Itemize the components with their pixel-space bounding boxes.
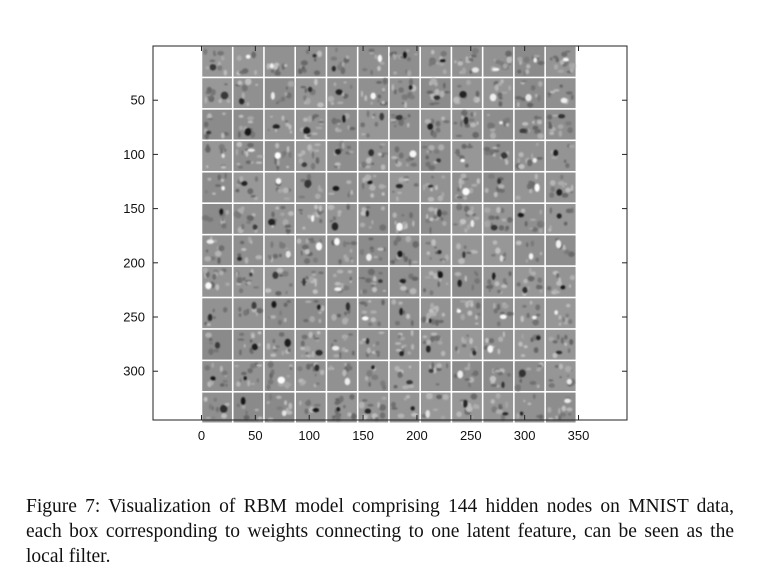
filter-tile <box>358 204 388 234</box>
filter-tile <box>390 267 420 297</box>
filter-tile <box>327 204 357 234</box>
filter-tile <box>296 204 326 234</box>
filter-tile <box>452 267 482 297</box>
tiles-layer <box>201 46 576 423</box>
filter-tile <box>327 141 357 171</box>
filter-tile <box>546 235 576 265</box>
filter-tile <box>234 235 264 265</box>
filter-tile <box>296 361 326 391</box>
filter-tile <box>546 267 576 297</box>
filter-tile <box>515 330 545 360</box>
filter-tile <box>202 330 232 360</box>
filter-tile <box>546 298 576 328</box>
filter-tile <box>390 330 420 360</box>
filter-tile <box>421 330 451 360</box>
filter-tile <box>327 173 357 203</box>
filter-tile <box>234 393 264 423</box>
x-tick-label: 50 <box>248 428 263 443</box>
filter-tile <box>452 204 482 234</box>
filter-tile <box>265 204 295 234</box>
filter-tile <box>483 235 513 265</box>
filter-tile <box>390 361 420 391</box>
filter-tile <box>421 267 451 297</box>
filter-tile <box>327 110 357 140</box>
filter-tile <box>327 298 357 328</box>
figure-caption: Figure 7: Visualization of RBM model comprising 144 hidden nodes on MNIST data, each box corresponding to weights connecting to one latent feature, can be seen as the local filter. <box>26 496 734 567</box>
filter-tile <box>483 78 513 108</box>
filter-tile <box>296 47 326 77</box>
filter-tile <box>390 141 420 171</box>
filter-tile <box>265 361 295 391</box>
filter-tile <box>452 330 482 360</box>
filter-tile <box>515 267 545 297</box>
filter-tile <box>452 173 482 203</box>
filter-tile <box>421 78 451 108</box>
filter-tile <box>265 235 295 265</box>
filter-tile <box>483 361 513 391</box>
filter-tile <box>515 235 545 265</box>
x-tick-label: 100 <box>298 428 321 443</box>
filter-tile <box>265 330 295 360</box>
filter-tile <box>296 330 326 360</box>
filter-tile <box>390 173 420 203</box>
filter-tile <box>202 47 232 77</box>
filter-tile <box>358 361 388 391</box>
filter-tile <box>421 235 451 265</box>
filter-tile <box>358 110 388 140</box>
x-tick-label: 350 <box>567 428 590 443</box>
filter-tile <box>515 204 545 234</box>
filter-tile <box>483 204 513 234</box>
filter-tile <box>452 298 482 328</box>
filter-tile <box>483 141 513 171</box>
filter-tile <box>234 361 264 391</box>
filter-tile <box>234 204 264 234</box>
x-tick-label: 150 <box>352 428 374 443</box>
filter-tile <box>483 173 513 203</box>
filter-tile <box>515 47 545 77</box>
filter-tile <box>515 173 545 203</box>
filter-tile <box>452 78 482 108</box>
filter-tile <box>296 267 326 297</box>
filter-tile <box>358 173 388 203</box>
filter-tile <box>452 110 482 140</box>
filter-tile <box>265 78 295 108</box>
filter-tile <box>234 173 264 203</box>
filter-tile <box>389 110 419 140</box>
filter-tile <box>483 330 513 360</box>
filter-tile <box>327 235 357 265</box>
filter-tile <box>202 267 232 297</box>
filter-tile <box>390 393 420 423</box>
filter-tile <box>546 330 576 360</box>
filter-tile <box>265 47 295 77</box>
filter-tile <box>546 361 576 391</box>
filter-tile <box>234 330 264 360</box>
filter-tile <box>358 47 388 77</box>
filter-tile <box>452 141 482 171</box>
filter-tile <box>452 393 482 423</box>
filter-tile <box>358 298 388 328</box>
filter-tile <box>358 235 388 265</box>
y-tick-label: 50 <box>130 92 145 108</box>
filter-tile <box>234 298 264 328</box>
filter-tile <box>202 173 232 203</box>
filter-tile <box>452 361 482 391</box>
filter-tile <box>546 393 576 423</box>
x-tick-label: 200 <box>406 428 428 443</box>
filter-tile <box>265 141 295 171</box>
filter-tile <box>296 298 326 328</box>
filter-tile <box>546 47 576 77</box>
filter-tile <box>265 267 295 297</box>
y-tick-label: 150 <box>123 201 145 217</box>
filter-tile <box>358 141 388 171</box>
filter-tile <box>515 393 545 423</box>
filter-tile <box>234 141 264 171</box>
x-tick-label: 0 <box>197 428 206 443</box>
filter-tile <box>234 78 264 108</box>
filter-tile <box>515 361 545 391</box>
filter-tile <box>515 141 545 171</box>
filter-tile <box>421 298 451 328</box>
x-tick-label: 250 <box>459 428 482 443</box>
filter-tile <box>327 393 357 423</box>
filter-tile <box>452 47 482 77</box>
filter-tile <box>515 110 545 140</box>
filter-tile <box>327 361 357 391</box>
filter-tile <box>483 110 513 140</box>
filter-tile <box>421 141 451 171</box>
filter-tile <box>202 204 232 234</box>
filter-tile <box>265 393 295 423</box>
filter-tile <box>358 330 388 360</box>
filter-tile <box>546 141 576 171</box>
filter-tile <box>358 78 388 108</box>
filter-tile <box>327 47 357 77</box>
x-tick-label: 300 <box>513 428 536 443</box>
filter-tile <box>515 298 545 328</box>
filter-tile <box>390 78 420 108</box>
y-tick-label: 100 <box>123 146 145 162</box>
filter-tile <box>421 173 451 203</box>
filter-tile <box>296 235 326 265</box>
filter-tile <box>202 361 232 391</box>
filter-tile <box>202 393 232 423</box>
filter-tile <box>327 330 357 360</box>
filter-tile <box>452 235 482 265</box>
filter-tile <box>202 78 232 108</box>
filter-tile <box>390 298 420 328</box>
filter-tile <box>421 393 451 423</box>
filter-tile <box>483 47 513 77</box>
filter-tile <box>483 298 513 328</box>
filter-tile <box>358 267 388 297</box>
filter-tile <box>265 173 295 203</box>
filter-tile <box>265 110 295 140</box>
filter-tile <box>296 110 326 140</box>
filter-tile <box>546 204 576 234</box>
filter-tile <box>234 47 264 77</box>
filter-tile <box>296 393 326 423</box>
filter-tile <box>546 110 576 140</box>
filter-tile <box>546 78 576 108</box>
filter-tile <box>202 298 232 328</box>
filter-tile <box>202 141 232 171</box>
filter-tile <box>234 110 264 140</box>
y-tick-label: 300 <box>123 363 145 379</box>
filter-tile <box>390 47 420 77</box>
filter-tile <box>202 235 232 265</box>
filter-tile <box>421 110 451 140</box>
y-tick-label: 200 <box>123 255 145 271</box>
filter-tile <box>202 110 232 140</box>
filter-tile <box>296 141 326 171</box>
filter-tile <box>390 204 420 234</box>
filter-tile <box>265 298 295 328</box>
filter-tile <box>327 267 357 297</box>
y-tick-label: 250 <box>123 309 145 325</box>
filter-tile <box>390 235 420 265</box>
filter-tile <box>546 173 576 203</box>
filter-tile <box>421 47 451 77</box>
filter-tile <box>296 78 326 108</box>
filter-tile <box>515 78 545 108</box>
filter-tile <box>296 173 326 203</box>
filter-tile <box>483 393 513 423</box>
filter-tile <box>421 204 451 234</box>
filter-tile <box>327 78 357 108</box>
filter-tile <box>421 361 451 391</box>
filter-tile <box>234 267 264 297</box>
filter-tile <box>483 267 513 297</box>
